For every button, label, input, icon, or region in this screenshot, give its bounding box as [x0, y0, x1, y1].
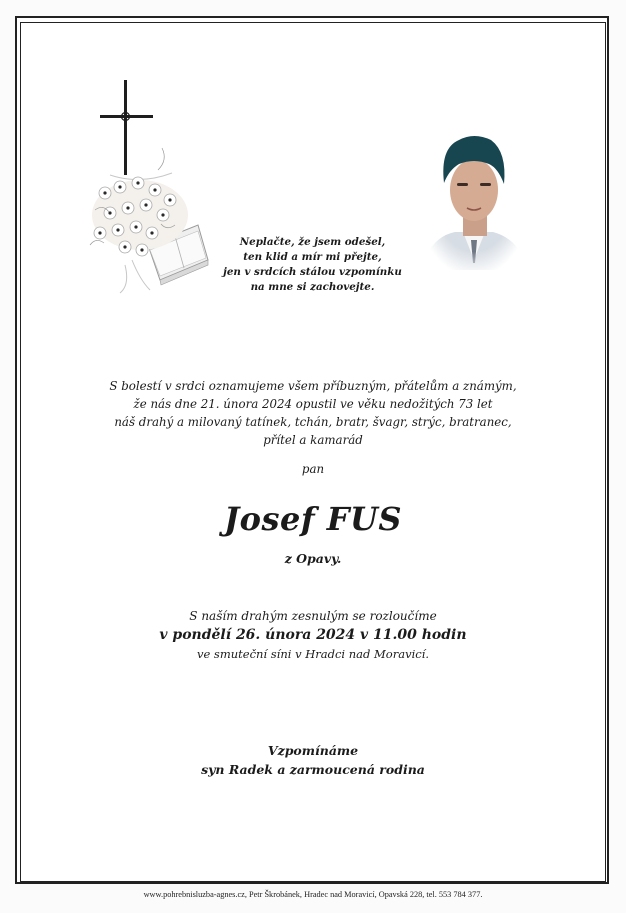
- deceased-origin: z Opavy.: [284, 551, 342, 566]
- funeral-datetime: v pondělí 26. února 2024 v 11.00 hodin: [159, 627, 467, 643]
- funeral-service-footer: www.pohrebnisluzba-agnes.cz, Petr Škrobánek, Hradec nad Moravicí, Opavská 228, tel. 553 784 377.: [143, 890, 483, 899]
- memorial-poem: [205, 235, 420, 295]
- deceased-name: Josef FUS: [224, 500, 402, 538]
- cross-bouquet-ornament: [80, 75, 215, 295]
- announcement-line: náš drahý a milovaný tatínek, tchán, bratr, švagr, strýc, bratranec,: [114, 415, 512, 429]
- funeral-details: [100, 607, 526, 664]
- name-prefix: pan: [301, 462, 325, 476]
- mourners-line: syn Radek a zarmoucená rodina: [201, 762, 425, 777]
- closing-signature: [100, 741, 526, 779]
- announcement-line: že nás dne 21. února 2024 opustil ve věku nedožitých 73 let: [133, 397, 493, 411]
- announcement-line: přítel a kamarád: [263, 433, 363, 447]
- death-announcement: [80, 377, 546, 449]
- portrait-photo: [425, 128, 523, 270]
- poem-line: jen v srdcích stálou vzpomínku: [223, 266, 402, 278]
- cross-icon: [100, 80, 153, 175]
- poem-line: Neplačte, že jsem odešel,: [239, 236, 386, 248]
- poem-line: na mne si zachovejte.: [250, 281, 375, 293]
- funeral-place: ve smuteční síni v Hradci nad Moravicí.: [196, 647, 430, 661]
- funeral-intro: S naším drahým zesnulým se rozloučíme: [189, 609, 437, 623]
- closing-line: Vzpomínáme: [267, 743, 359, 758]
- poem-line: ten klid a mír mi přejte,: [243, 251, 382, 263]
- announcement-line: S bolestí v srdci oznamujeme všem příbuzným, přátelům a známým,: [109, 379, 517, 393]
